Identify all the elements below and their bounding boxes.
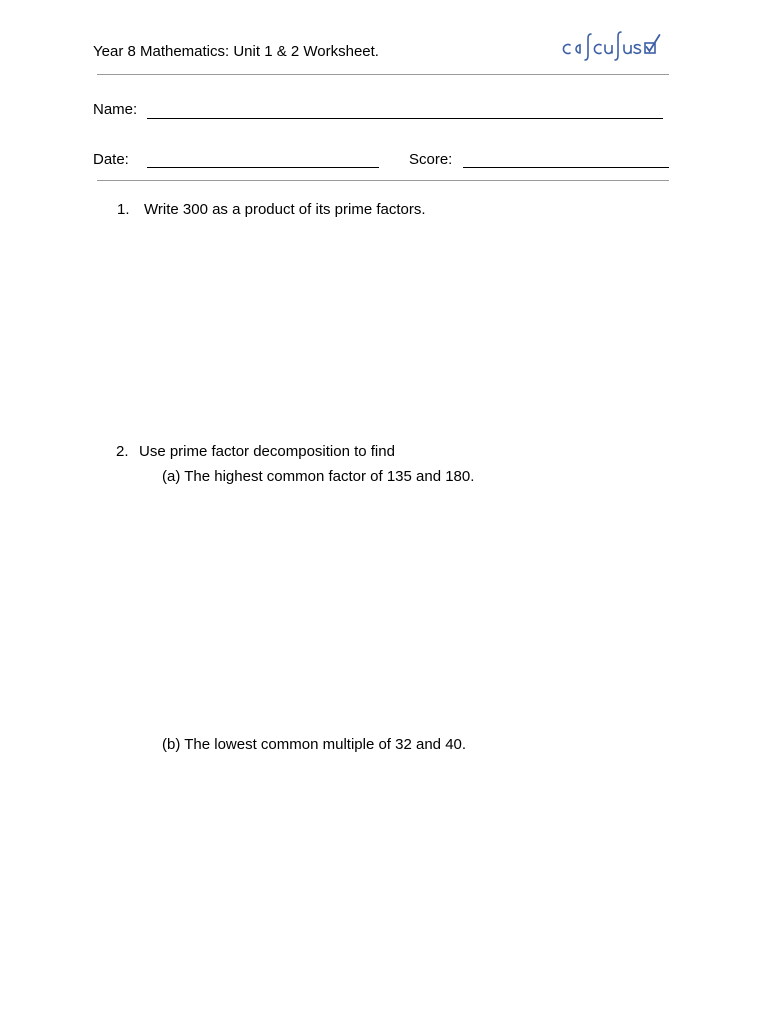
score-field[interactable] [463,167,669,168]
question-2b-text: (b) The lowest common multiple of 32 and 40. [162,736,467,753]
question-1-text: Write 300 as a product of its prime factors. [144,201,426,218]
calculus-logo [560,28,672,64]
question-2-text: Use prime factor decomposition to find [139,443,395,460]
question-1-number: 1. [117,201,130,218]
question-2a-text: (a) The highest common factor of 135 and 180. [162,468,475,485]
worksheet-title: Year 8 Mathematics: Unit 1 & 2 Worksheet. [93,43,379,60]
name-field[interactable] [147,118,663,119]
fields-divider [97,180,669,181]
header-divider [97,74,669,75]
date-field[interactable] [147,167,379,168]
name-label: Name: [93,101,138,118]
date-label: Date: [93,151,129,168]
question-2-number: 2. [116,443,129,460]
score-label: Score: [409,151,453,168]
